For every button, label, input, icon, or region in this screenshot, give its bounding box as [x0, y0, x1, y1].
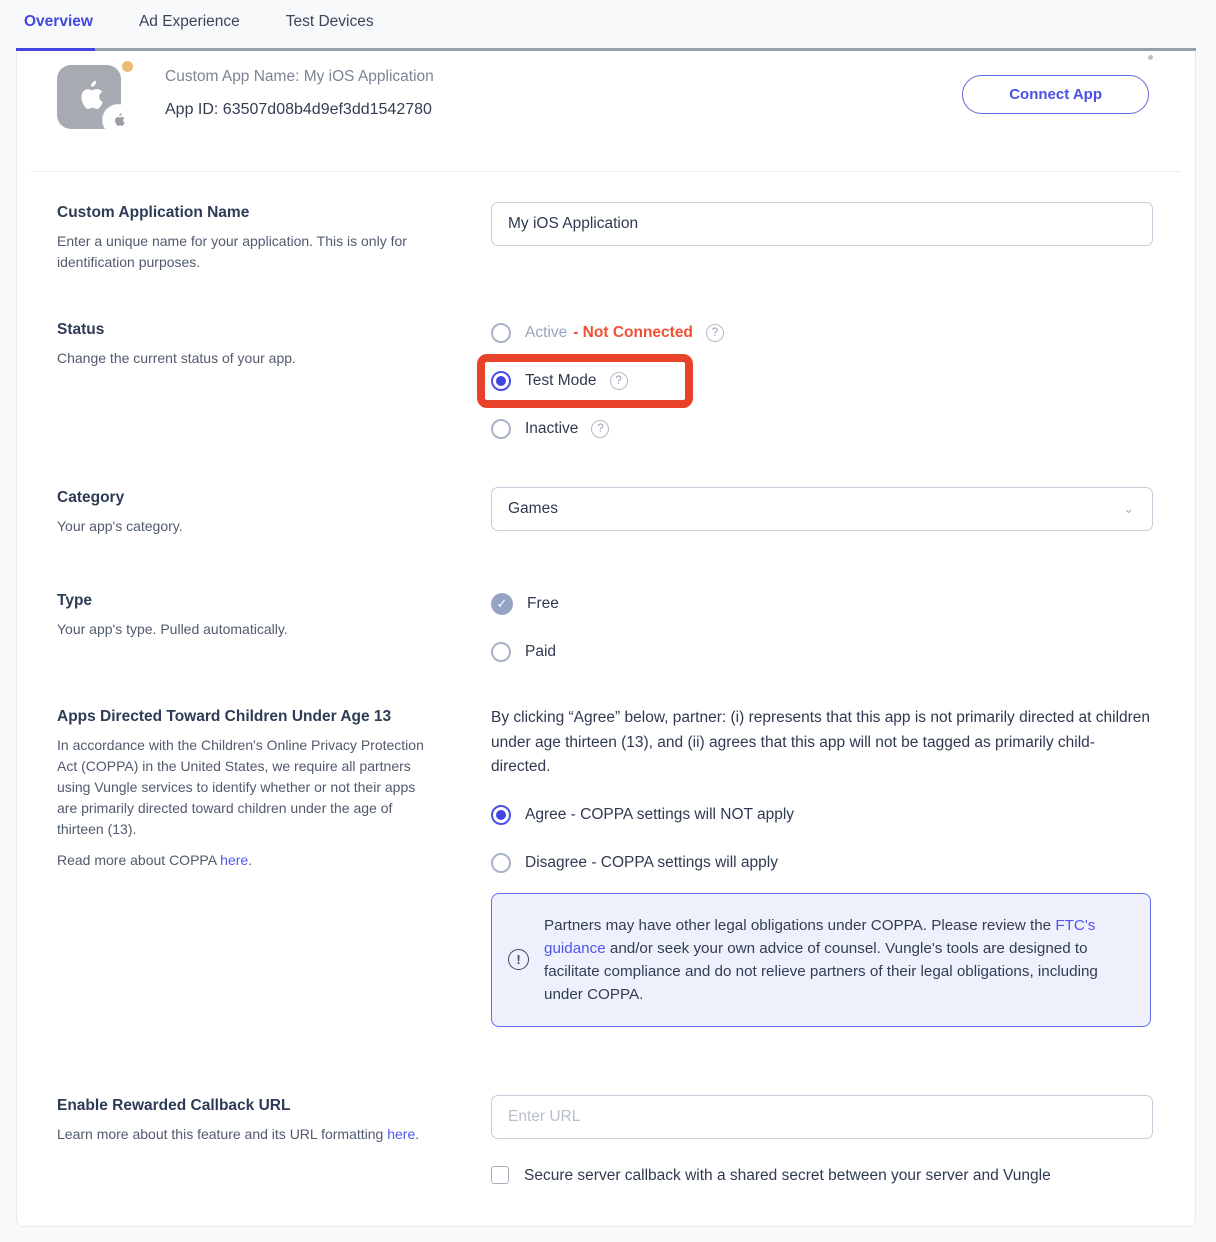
coppa-read-more-text: Read more about COPPA — [57, 852, 221, 868]
tab-test-devices[interactable]: Test Devices — [285, 13, 374, 30]
coppa-description: In accordance with the Children's Online Privacy Protection Act (COPPA) in the United States, we require all partners using Vungle services to identify whether or not their apps are primarily directed toward children under the age of thirteen (13). — [57, 737, 424, 837]
callback-url-input[interactable] — [491, 1095, 1153, 1139]
type-option-free-label: Free — [527, 595, 559, 612]
help-icon[interactable]: ? — [610, 372, 628, 390]
coppa-option-disagree[interactable] — [491, 849, 1151, 877]
radio-unselected-icon — [491, 853, 511, 873]
checkbox-unchecked-icon[interactable] — [491, 1166, 509, 1184]
exclamation-circle-icon: ! — [508, 949, 529, 970]
app-id-line: App ID: 63507d08b4d9ef3dd1542780 — [165, 101, 432, 118]
help-icon[interactable]: ? — [706, 324, 724, 342]
connect-app-button[interactable]: Connect App — [962, 75, 1149, 114]
status-label: Status — [57, 321, 105, 338]
coppa-read-more-period: . — [248, 852, 253, 868]
radio-unselected-icon — [491, 323, 511, 343]
coppa-option-agree-label: Agree - COPPA settings will NOT apply — [525, 805, 795, 823]
type-option-paid-label: Paid — [525, 643, 557, 660]
category-label: Category — [57, 489, 125, 506]
app-overview-card — [16, 51, 1196, 1227]
notice-text-part2: and/or seek your own advice of counsel. Vungle's tools are designed to facilitate compliance and do not relieve partners of their legal obligations, including under COPPA. — [544, 939, 1098, 1003]
settings-form — [17, 172, 1195, 1218]
type-option-free — [491, 590, 1151, 618]
apple-icon — [70, 78, 108, 116]
collapse-caret-icon[interactable] — [1148, 55, 1153, 60]
custom-name-label: Custom Application Name — [57, 204, 250, 221]
status-option-active[interactable] — [491, 319, 1151, 347]
callback-row — [57, 1095, 1151, 1188]
tab-overview[interactable]: Overview — [24, 13, 93, 51]
category-select[interactable] — [491, 487, 1153, 531]
type-label: Type — [57, 592, 93, 609]
app-meta — [165, 65, 434, 129]
callback-description-period: . — [415, 1125, 420, 1142]
callback-here-link[interactable]: here — [387, 1125, 416, 1142]
app-icon — [57, 65, 121, 129]
status-option-test-mode[interactable] — [491, 367, 1151, 395]
apple-badge-icon — [110, 112, 127, 129]
status-option-active-label: Active — [525, 324, 568, 341]
radio-selected-icon — [491, 805, 511, 825]
status-dot-icon — [122, 61, 133, 72]
checkmark-icon: ✓ — [491, 593, 513, 615]
custom-name-description: Enter a unique name for your application. This is only for identification purposes. — [57, 233, 407, 270]
category-row — [57, 487, 1151, 537]
secure-callback-option[interactable] — [491, 1163, 1153, 1188]
coppa-row — [57, 706, 1151, 1027]
coppa-read-more — [57, 850, 435, 871]
status-option-inactive-label: Inactive — [525, 420, 579, 437]
category-description: Your app's category. — [57, 518, 183, 534]
coppa-notice-text — [544, 914, 1128, 1006]
radio-unselected-icon — [491, 419, 511, 439]
status-row — [57, 319, 1151, 443]
notice-text-part1: Partners may have other legal obligations under COPPA. Please review the — [544, 916, 1056, 934]
type-option-paid[interactable] — [491, 638, 1151, 666]
ftc-guidance-link[interactable]: FTC's guidance — [544, 916, 1096, 957]
chevron-down-icon: ⌄ — [1123, 501, 1134, 516]
type-row — [57, 590, 1151, 666]
callback-label: Enable Rewarded Callback URL — [57, 1096, 291, 1114]
help-icon[interactable]: ? — [591, 420, 609, 438]
app-header — [17, 51, 1195, 171]
callback-description-text: Learn more about this feature and its URL formatting — [57, 1125, 388, 1142]
status-option-test-mode-label: Test Mode — [525, 372, 597, 389]
coppa-notice-box — [491, 893, 1151, 1027]
status-radio-group — [491, 319, 1151, 443]
custom-name-row — [57, 202, 1151, 273]
status-option-inactive[interactable] — [491, 415, 1151, 443]
type-radio-group — [491, 590, 1151, 666]
coppa-here-link[interactable]: here — [220, 852, 249, 868]
coppa-agreement-text: By clicking “Agree” below, partner: (i) represents that this app is not primarily directed at children under age thirteen (13), and (ii) agrees that this app will not be tagged as primarily child-directed. — [491, 709, 1151, 775]
not-connected-badge: - Not Connected — [573, 324, 693, 341]
coppa-label: Apps Directed Toward Children Under Age 13 — [57, 708, 392, 725]
tab-bar — [0, 0, 1216, 51]
custom-app-name-line: Custom App Name: My iOS Application — [165, 68, 434, 85]
tab-ad-experience[interactable]: Ad Experience — [138, 13, 240, 30]
custom-name-input[interactable] — [491, 202, 1153, 246]
radio-unselected-icon — [491, 642, 511, 662]
coppa-radio-group — [491, 801, 1151, 877]
callback-description — [57, 1124, 435, 1145]
category-selected-value: Games — [508, 500, 558, 517]
type-description: Your app's type. Pulled automatically. — [57, 621, 288, 637]
radio-selected-icon — [491, 371, 511, 391]
ios-platform-badge — [103, 105, 133, 135]
coppa-option-agree[interactable] — [491, 801, 1151, 829]
secure-callback-label: Secure server callback with a shared secret between your server and Vungle — [524, 1166, 1051, 1184]
status-description: Change the current status of your app. — [57, 350, 296, 366]
coppa-option-disagree-label: Disagree - COPPA settings will apply — [525, 853, 778, 871]
